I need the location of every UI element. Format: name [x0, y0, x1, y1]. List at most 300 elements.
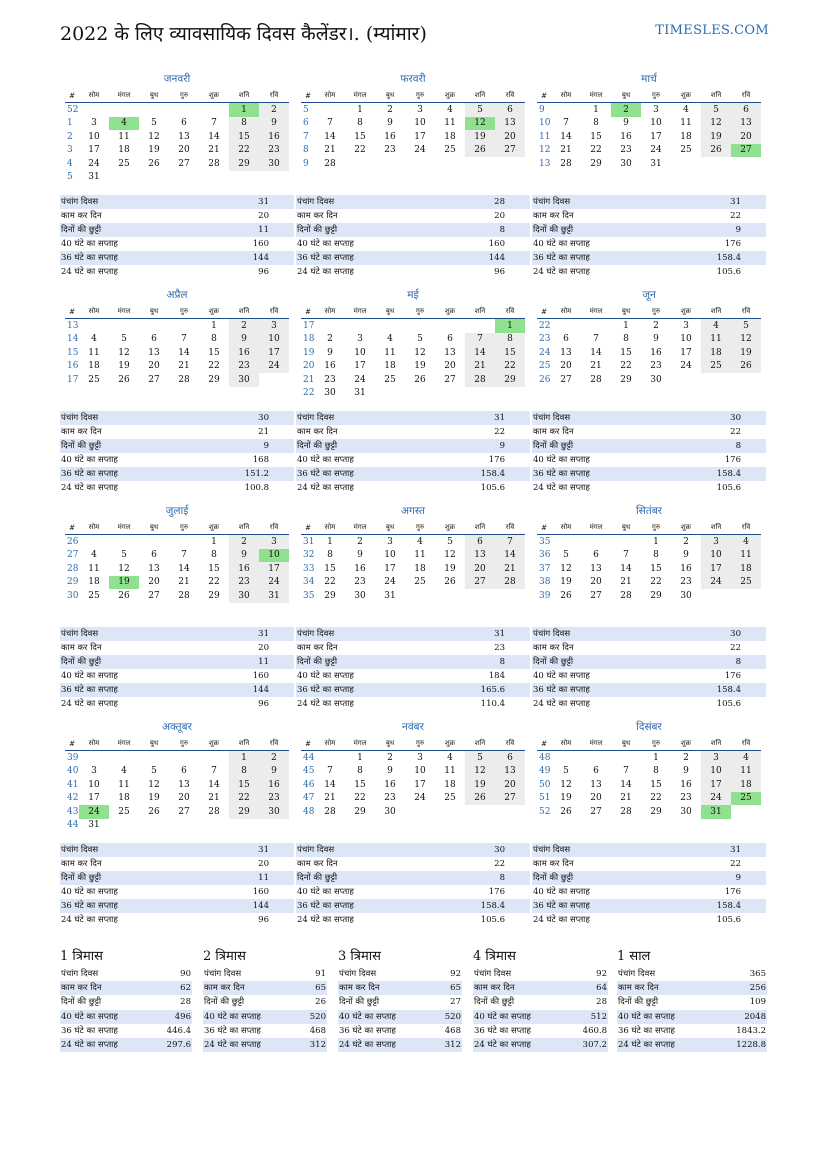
day-cell[interactable]: 14	[495, 549, 525, 563]
day-cell[interactable]: 16	[229, 562, 259, 576]
day-cell[interactable]: 22	[208, 577, 220, 588]
day-cell[interactable]: 19	[444, 563, 456, 574]
day-cell[interactable]: 6	[181, 118, 187, 129]
day-cell[interactable]: 4	[387, 334, 393, 345]
day-cell[interactable]: 10	[259, 549, 289, 563]
day-cell[interactable]: 29	[354, 806, 366, 817]
day-cell[interactable]: 18	[88, 361, 100, 372]
day-cell[interactable]: 17	[384, 563, 396, 574]
day-cell[interactable]: 26	[444, 577, 456, 588]
day-cell[interactable]: 27	[178, 806, 190, 817]
day-cell[interactable]: 22	[324, 577, 336, 588]
day-cell[interactable]: 7	[327, 766, 333, 777]
day-cell[interactable]: 12	[465, 117, 495, 131]
day-cell[interactable]: 22	[208, 361, 220, 372]
day-cell[interactable]: 20	[495, 130, 525, 144]
day-cell[interactable]: 16	[324, 361, 336, 372]
day-cell[interactable]: 1	[211, 536, 217, 547]
day-cell[interactable]: 8	[327, 550, 333, 561]
day-cell[interactable]: 8	[653, 766, 659, 777]
day-cell[interactable]: 4	[417, 536, 423, 547]
day-cell[interactable]: 15	[229, 130, 259, 144]
day-cell[interactable]: 9	[683, 766, 689, 777]
day-cell[interactable]: 2	[229, 319, 259, 333]
day-cell[interactable]: 2	[653, 320, 659, 331]
day-cell[interactable]: 29	[324, 590, 336, 601]
day-cell[interactable]: 31	[88, 172, 100, 183]
day-cell[interactable]: 30	[680, 590, 692, 601]
day-cell[interactable]: 13	[731, 117, 761, 131]
day-cell[interactable]: 30	[650, 374, 662, 385]
day-cell[interactable]: 24	[259, 360, 289, 374]
day-cell[interactable]: 18	[444, 779, 456, 790]
day-cell[interactable]: 7	[211, 766, 217, 777]
day-cell[interactable]: 8	[357, 766, 363, 777]
day-cell[interactable]: 12	[465, 765, 495, 779]
day-cell[interactable]: 2	[387, 752, 393, 763]
day-cell[interactable]: 18	[118, 145, 130, 156]
day-cell[interactable]: 27	[495, 792, 525, 806]
day-cell[interactable]: 5	[731, 319, 761, 333]
day-cell[interactable]: 29	[650, 590, 662, 601]
day-cell[interactable]: 6	[181, 766, 187, 777]
day-cell[interactable]: 28	[208, 806, 220, 817]
day-cell[interactable]: 31	[259, 589, 289, 603]
day-cell[interactable]: 30	[259, 157, 289, 171]
day-cell[interactable]: 8	[495, 333, 525, 347]
day-cell[interactable]: 16	[650, 347, 662, 358]
day-cell[interactable]: 18	[118, 793, 130, 804]
day-cell[interactable]: 9	[683, 550, 689, 561]
day-cell[interactable]: 7	[181, 334, 187, 345]
day-cell[interactable]: 27	[444, 374, 456, 385]
day-cell[interactable]: 23	[384, 793, 396, 804]
day-cell[interactable]: 6	[447, 334, 453, 345]
day-cell[interactable]: 28	[495, 576, 525, 590]
day-cell[interactable]: 5	[447, 536, 453, 547]
day-cell[interactable]: 23	[324, 374, 336, 385]
day-cell[interactable]: 30	[324, 388, 336, 399]
day-cell[interactable]: 20	[444, 361, 456, 372]
day-cell[interactable]: 12	[731, 333, 761, 347]
day-cell[interactable]: 28	[324, 806, 336, 817]
day-cell[interactable]: 14	[208, 779, 220, 790]
day-cell[interactable]: 9	[387, 766, 393, 777]
day-cell[interactable]: 24	[354, 374, 366, 385]
day-cell[interactable]: 1	[653, 752, 659, 763]
day-cell[interactable]: 26	[560, 806, 572, 817]
day-cell[interactable]: 16	[229, 346, 259, 360]
day-cell[interactable]: 22	[354, 145, 366, 156]
day-cell[interactable]: 17	[701, 778, 731, 792]
day-cell[interactable]: 21	[560, 145, 572, 156]
day-cell[interactable]: 5	[121, 334, 127, 345]
day-cell[interactable]: 18	[414, 563, 426, 574]
day-cell[interactable]: 14	[620, 563, 632, 574]
day-cell[interactable]: 8	[653, 550, 659, 561]
day-cell[interactable]: 13	[178, 131, 190, 142]
day-cell[interactable]: 5	[563, 766, 569, 777]
day-cell[interactable]: 3	[259, 319, 289, 333]
day-cell[interactable]: 19	[701, 130, 731, 144]
day-cell[interactable]: 2	[259, 751, 289, 765]
day-cell[interactable]: 1	[593, 104, 599, 115]
day-cell[interactable]: 1	[653, 536, 659, 547]
day-cell[interactable]: 19	[731, 346, 761, 360]
day-cell[interactable]: 17	[259, 346, 289, 360]
day-cell[interactable]: 27	[148, 590, 160, 601]
day-cell[interactable]: 23	[680, 577, 692, 588]
day-cell[interactable]: 4	[683, 104, 689, 115]
day-cell[interactable]: 26	[148, 806, 160, 817]
day-cell[interactable]: 13	[495, 117, 525, 131]
day-cell[interactable]: 3	[91, 118, 97, 129]
day-cell[interactable]: 10	[384, 550, 396, 561]
day-cell[interactable]: 15	[620, 347, 632, 358]
day-cell[interactable]: 24	[88, 158, 100, 169]
day-cell[interactable]: 3	[417, 752, 423, 763]
day-cell[interactable]: 4	[447, 752, 453, 763]
day-cell[interactable]: 21	[620, 793, 632, 804]
day-cell[interactable]: 4	[701, 319, 731, 333]
day-cell[interactable]: 13	[444, 347, 456, 358]
day-cell[interactable]: 1	[229, 751, 259, 765]
day-cell[interactable]: 28	[620, 806, 632, 817]
day-cell[interactable]: 11	[731, 765, 761, 779]
day-cell[interactable]: 1	[623, 320, 629, 331]
day-cell[interactable]: 19	[465, 778, 495, 792]
day-cell[interactable]: 5	[465, 103, 495, 117]
day-cell[interactable]: 18	[701, 346, 731, 360]
day-cell[interactable]: 13	[465, 549, 495, 563]
day-cell[interactable]: 26	[731, 360, 761, 374]
day-cell[interactable]: 23	[354, 577, 366, 588]
day-cell[interactable]: 26	[465, 792, 495, 806]
day-cell[interactable]: 15	[495, 346, 525, 360]
day-cell[interactable]: 17	[414, 131, 426, 142]
day-cell[interactable]: 19	[560, 577, 572, 588]
day-cell[interactable]: 3	[701, 751, 731, 765]
day-cell[interactable]: 9	[357, 550, 363, 561]
day-cell[interactable]: 15	[229, 778, 259, 792]
day-cell[interactable]: 23	[259, 792, 289, 806]
day-cell[interactable]: 20	[148, 361, 160, 372]
day-cell[interactable]: 7	[465, 333, 495, 347]
day-cell[interactable]: 21	[590, 361, 602, 372]
day-cell[interactable]: 24	[701, 792, 731, 806]
day-cell[interactable]: 15	[208, 563, 220, 574]
day-cell[interactable]: 5	[151, 118, 157, 129]
day-cell[interactable]: 23	[384, 145, 396, 156]
day-cell[interactable]: 20	[178, 145, 190, 156]
day-cell[interactable]: 12	[701, 117, 731, 131]
day-cell[interactable]: 22	[229, 144, 259, 158]
day-cell[interactable]: 6	[731, 103, 761, 117]
day-cell[interactable]: 9	[387, 118, 393, 129]
day-cell[interactable]: 17	[701, 562, 731, 576]
day-cell[interactable]: 19	[414, 361, 426, 372]
day-cell[interactable]: 15	[650, 779, 662, 790]
day-cell[interactable]: 27	[731, 144, 761, 158]
day-cell[interactable]: 27	[590, 590, 602, 601]
day-cell[interactable]: 28	[590, 374, 602, 385]
day-cell[interactable]: 16	[259, 778, 289, 792]
day-cell[interactable]: 14	[324, 779, 336, 790]
day-cell[interactable]: 22	[590, 145, 602, 156]
day-cell[interactable]: 1	[495, 319, 525, 333]
day-cell[interactable]: 25	[444, 793, 456, 804]
day-cell[interactable]: 18	[444, 131, 456, 142]
day-cell[interactable]: 31	[650, 158, 662, 169]
day-cell[interactable]: 16	[384, 779, 396, 790]
day-cell[interactable]: 28	[620, 590, 632, 601]
day-cell[interactable]: 23	[259, 144, 289, 158]
day-cell[interactable]: 31	[354, 388, 366, 399]
day-cell[interactable]: 13	[495, 765, 525, 779]
day-cell[interactable]: 3	[653, 104, 659, 115]
day-cell[interactable]: 3	[387, 536, 393, 547]
day-cell[interactable]: 29	[229, 805, 259, 819]
day-cell[interactable]: 2	[357, 536, 363, 547]
day-cell[interactable]: 14	[620, 779, 632, 790]
day-cell[interactable]: 21	[324, 145, 336, 156]
day-cell[interactable]: 10	[354, 347, 366, 358]
day-cell[interactable]: 30	[354, 590, 366, 601]
day-cell[interactable]: 8	[357, 118, 363, 129]
day-cell[interactable]: 14	[324, 131, 336, 142]
day-cell[interactable]: 20	[590, 793, 602, 804]
day-cell[interactable]: 11	[88, 347, 100, 358]
day-cell[interactable]: 10	[414, 118, 426, 129]
day-cell[interactable]: 9	[653, 334, 659, 345]
day-cell[interactable]: 11	[444, 766, 456, 777]
day-cell[interactable]: 2	[683, 536, 689, 547]
day-cell[interactable]: 25	[118, 158, 130, 169]
day-cell[interactable]: 17	[680, 347, 692, 358]
day-cell[interactable]: 29	[229, 157, 259, 171]
day-cell[interactable]: 2	[683, 752, 689, 763]
day-cell[interactable]: 6	[563, 334, 569, 345]
day-cell[interactable]: 30	[229, 589, 259, 603]
day-cell[interactable]: 24	[384, 577, 396, 588]
day-cell[interactable]: 5	[465, 751, 495, 765]
day-cell[interactable]: 4	[91, 334, 97, 345]
day-cell[interactable]: 8	[229, 765, 259, 779]
day-cell[interactable]: 24	[414, 145, 426, 156]
day-cell[interactable]: 2	[327, 334, 333, 345]
day-cell[interactable]: 23	[620, 145, 632, 156]
day-cell[interactable]: 6	[495, 751, 525, 765]
day-cell[interactable]: 28	[208, 158, 220, 169]
day-cell[interactable]: 3	[357, 334, 363, 345]
day-cell[interactable]: 9	[229, 549, 259, 563]
day-cell[interactable]: 14	[560, 131, 572, 142]
day-cell[interactable]: 16	[354, 563, 366, 574]
day-cell[interactable]: 24	[680, 361, 692, 372]
day-cell[interactable]: 25	[701, 360, 731, 374]
day-cell[interactable]: 15	[354, 779, 366, 790]
day-cell[interactable]: 22	[650, 793, 662, 804]
day-cell[interactable]: 27	[178, 158, 190, 169]
day-cell[interactable]: 15	[208, 347, 220, 358]
day-cell[interactable]: 6	[593, 766, 599, 777]
day-cell[interactable]: 20	[560, 361, 572, 372]
day-cell[interactable]: 28	[465, 373, 495, 387]
day-cell[interactable]: 10	[259, 333, 289, 347]
day-cell[interactable]: 9	[229, 333, 259, 347]
day-cell[interactable]: 25	[444, 145, 456, 156]
day-cell[interactable]: 25	[88, 374, 100, 385]
day-cell[interactable]: 12	[118, 563, 130, 574]
day-cell[interactable]: 24	[701, 576, 731, 590]
day-cell[interactable]: 11	[414, 550, 426, 561]
day-cell[interactable]: 29	[590, 158, 602, 169]
day-cell[interactable]: 10	[701, 549, 731, 563]
day-cell[interactable]: 16	[620, 131, 632, 142]
day-cell[interactable]: 21	[178, 361, 190, 372]
day-cell[interactable]: 2	[229, 535, 259, 549]
day-cell[interactable]: 26	[560, 590, 572, 601]
day-cell[interactable]: 25	[414, 577, 426, 588]
day-cell[interactable]: 8	[593, 118, 599, 129]
day-cell[interactable]: 22	[354, 793, 366, 804]
day-cell[interactable]: 10	[88, 779, 100, 790]
day-cell[interactable]: 4	[109, 117, 139, 131]
day-cell[interactable]: 3	[417, 104, 423, 115]
day-cell[interactable]: 25	[731, 576, 761, 590]
day-cell[interactable]: 6	[495, 103, 525, 117]
day-cell[interactable]: 20	[178, 793, 190, 804]
day-cell[interactable]: 30	[384, 806, 396, 817]
day-cell[interactable]: 12	[414, 347, 426, 358]
day-cell[interactable]: 18	[731, 562, 761, 576]
day-cell[interactable]: 27	[590, 806, 602, 817]
day-cell[interactable]: 7	[563, 118, 569, 129]
day-cell[interactable]: 17	[88, 145, 100, 156]
day-cell[interactable]: 20	[495, 778, 525, 792]
day-cell[interactable]: 24	[79, 805, 109, 819]
day-cell[interactable]: 7	[327, 118, 333, 129]
day-cell[interactable]: 18	[731, 778, 761, 792]
day-cell[interactable]: 27	[148, 374, 160, 385]
day-cell[interactable]: 25	[680, 145, 692, 156]
day-cell[interactable]: 21	[495, 562, 525, 576]
day-cell[interactable]: 10	[414, 766, 426, 777]
site-link[interactable]: TIMESLES.COM	[655, 23, 769, 38]
day-cell[interactable]: 1	[327, 536, 333, 547]
day-cell[interactable]: 21	[620, 577, 632, 588]
day-cell[interactable]: 5	[417, 334, 423, 345]
day-cell[interactable]: 11	[384, 347, 396, 358]
day-cell[interactable]: 27	[495, 144, 525, 158]
day-cell[interactable]: 30	[620, 158, 632, 169]
day-cell[interactable]: 17	[88, 793, 100, 804]
day-cell[interactable]: 11	[88, 563, 100, 574]
day-cell[interactable]: 29	[495, 373, 525, 387]
day-cell[interactable]: 9	[327, 347, 333, 358]
day-cell[interactable]: 6	[151, 550, 157, 561]
day-cell[interactable]: 6	[465, 535, 495, 549]
day-cell[interactable]: 30	[259, 805, 289, 819]
day-cell[interactable]: 8	[211, 550, 217, 561]
day-cell[interactable]: 21	[208, 793, 220, 804]
day-cell[interactable]: 30	[680, 806, 692, 817]
day-cell[interactable]: 7	[211, 118, 217, 129]
day-cell[interactable]: 18	[88, 577, 100, 588]
day-cell[interactable]: 24	[259, 576, 289, 590]
day-cell[interactable]: 11	[680, 118, 692, 129]
day-cell[interactable]: 4	[731, 751, 761, 765]
day-cell[interactable]: 13	[590, 563, 602, 574]
day-cell[interactable]: 3	[701, 535, 731, 549]
day-cell[interactable]: 5	[563, 550, 569, 561]
day-cell[interactable]: 12	[118, 347, 130, 358]
day-cell[interactable]: 11	[701, 333, 731, 347]
day-cell[interactable]: 26	[414, 374, 426, 385]
day-cell[interactable]: 2	[259, 103, 289, 117]
day-cell[interactable]: 5	[151, 766, 157, 777]
day-cell[interactable]: 26	[148, 158, 160, 169]
day-cell[interactable]: 23	[650, 361, 662, 372]
day-cell[interactable]: 22	[229, 792, 259, 806]
day-cell[interactable]: 23	[680, 793, 692, 804]
day-cell[interactable]: 15	[590, 131, 602, 142]
day-cell[interactable]: 18	[680, 131, 692, 142]
day-cell[interactable]: 14	[465, 346, 495, 360]
day-cell[interactable]: 24	[650, 145, 662, 156]
day-cell[interactable]: 13	[560, 347, 572, 358]
day-cell[interactable]: 26	[465, 144, 495, 158]
day-cell[interactable]: 18	[384, 361, 396, 372]
day-cell[interactable]: 28	[324, 158, 336, 169]
day-cell[interactable]: 16	[259, 130, 289, 144]
day-cell[interactable]: 30	[229, 373, 259, 387]
day-cell[interactable]: 9	[259, 765, 289, 779]
day-cell[interactable]: 25	[118, 806, 130, 817]
day-cell[interactable]: 7	[623, 766, 629, 777]
day-cell[interactable]: 10	[701, 765, 731, 779]
day-cell[interactable]: 17	[414, 779, 426, 790]
day-cell[interactable]: 7	[623, 550, 629, 561]
day-cell[interactable]: 20	[731, 130, 761, 144]
day-cell[interactable]: 29	[208, 590, 220, 601]
day-cell[interactable]: 1	[211, 320, 217, 331]
day-cell[interactable]: 26	[118, 590, 130, 601]
day-cell[interactable]: 9	[623, 118, 629, 129]
day-cell[interactable]: 16	[384, 131, 396, 142]
day-cell[interactable]: 19	[148, 793, 160, 804]
day-cell[interactable]: 21	[324, 793, 336, 804]
day-cell[interactable]: 12	[560, 779, 572, 790]
day-cell[interactable]: 20	[148, 577, 160, 588]
day-cell[interactable]: 29	[620, 374, 632, 385]
day-cell[interactable]: 11	[444, 118, 456, 129]
day-cell[interactable]: 8	[623, 334, 629, 345]
day-cell[interactable]: 26	[118, 374, 130, 385]
day-cell[interactable]: 1	[357, 752, 363, 763]
day-cell[interactable]: 14	[178, 563, 190, 574]
day-cell[interactable]: 19	[148, 145, 160, 156]
day-cell[interactable]: 23	[229, 360, 259, 374]
day-cell[interactable]: 25	[384, 374, 396, 385]
day-cell[interactable]: 17	[354, 361, 366, 372]
day-cell[interactable]: 11	[118, 779, 130, 790]
day-cell[interactable]: 12	[148, 131, 160, 142]
day-cell[interactable]: 15	[650, 563, 662, 574]
day-cell[interactable]: 8	[211, 334, 217, 345]
day-cell[interactable]: 2	[611, 103, 641, 117]
day-cell[interactable]: 20	[590, 577, 602, 588]
